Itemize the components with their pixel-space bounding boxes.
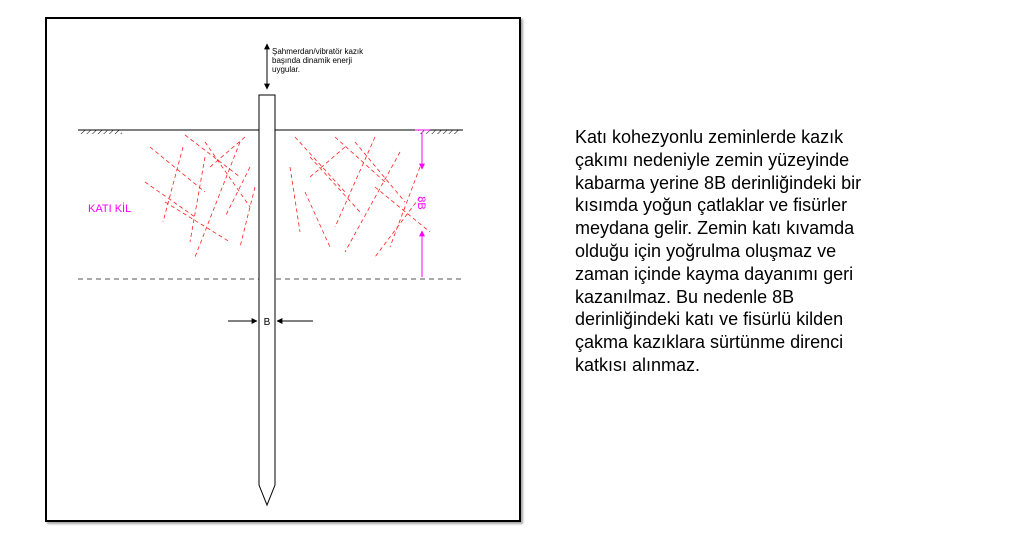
pile-diagram xyxy=(45,17,521,522)
crack-lines xyxy=(145,135,430,257)
depth-label: 8B xyxy=(415,196,427,210)
pile xyxy=(259,95,275,505)
ground-hatch-right xyxy=(418,130,460,134)
width-label: B xyxy=(263,317,271,328)
ground-hatch-left xyxy=(80,130,122,134)
description-text: Katı kohezyonlu zeminlerde kazık çakımı nedeniyle zemin yüzeyinde kabarma yerine 8B derinliğindeki bir kısımda yoğun çatlaklar ve fisürler meydana gelir. Zemin katı kıvamda olduğu için yoğrulma oluşmaz ve zaman içinde kayma dayanımı geri kazanılmaz. Bu nedenle 8B derinliğindeki katı ve fisürlü kilden çakma kazıklara sürtünme direnci katkısı alınmaz. xyxy=(575,127,862,375)
soil-label: KATI KİL xyxy=(88,203,132,215)
hammer-note: Şahmerdan/vibratör kazık başında dinamik enerji uygular. xyxy=(272,47,364,74)
